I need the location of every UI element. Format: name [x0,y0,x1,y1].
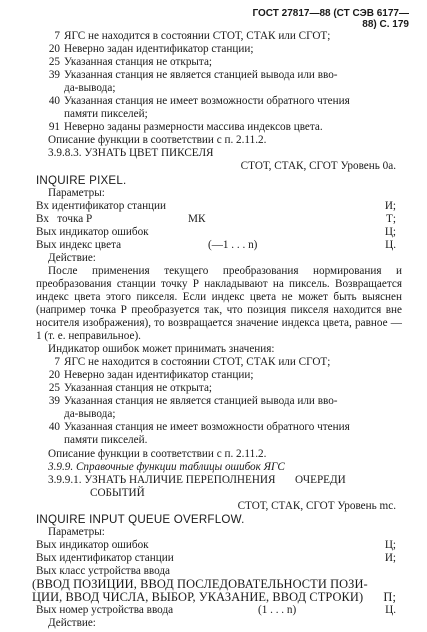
param-row: Вых номер устройства ввода (1 . . . n) Ц. [36,604,396,617]
action-label: Действие: [48,617,96,630]
section-heading: 3.9.8.3. УЗНАТЬ ЦВЕТ ПИКСЕЛЯ [48,147,214,160]
page-header: ГОСТ 27817—88 (СТ СЭВ 6177—88) С. 179 [252,8,409,30]
function-description-ref: Описание функции в соответствии с п. 2.11.2. [48,447,267,460]
list-item: 40 Указанная станция не имеет возможности обратного чтения [48,95,350,108]
param-row: Вых индикатор ошибок Ц; [36,225,396,238]
param-row: Вх точка Р МК Т; [36,212,396,225]
list-item-continuation: памяти пикселей. [64,434,148,447]
action-label: Действие: [48,251,96,264]
error-list-mid [36,356,396,447]
list-item: 91 Неверно заданы размерности массива индексов цвета. [48,121,323,134]
list-item: 20 Неверно задан идентификатор станции; [48,43,254,56]
param-row: Вых индекс цвета (—1 . . . n) Ц. [36,238,396,251]
list-item: 7 ЯГС не находится в состоянии СТОТ, СТАК или СГОТ; [54,356,331,369]
function-name-latin: INQUIRE INPUT QUEUE OVERFLOW. [36,512,245,526]
function-description-ref: Описание функции в соответствии с п. 2.11.2. [48,134,267,147]
param-row: Вых идентификатор станции И; [36,551,396,564]
param-row: Вых индикатор ошибок Ц; [36,538,396,551]
subsection-heading-cont: СОБЫТИЙ [90,486,145,499]
input-class-line: (ВВОД ПОЗИЦИИ, ВВОД ПОСЛЕДОВАТЕЛЬНОСТИ ПОЗИ- [32,576,368,591]
errors-intro: Индикатор ошибок может принимать значения: [48,343,275,356]
params-label: Параметры: [48,525,105,538]
list-item: 39 Указанная станция не является станцией вывода или вво- [48,69,338,82]
section-heading: 3.9.9. Справочные функции таблицы ошибок ЯГС [48,460,285,473]
list-item: 25 Указанная станция не открыта; [48,56,213,69]
list-item-continuation: да-вывода; [64,82,116,95]
list-item: 39 Указанная станция не является станцией вывода или вво- [48,395,338,408]
list-item-continuation: да-вывода; [64,408,116,421]
function-name-latin: INQUIRE PIXEL. [36,173,127,187]
params-list [36,200,396,252]
list-item: 20 Неверно задан идентификатор станции; [48,369,254,382]
subsection-heading: 3.9.9.1. УЗНАТЬ НАЛИЧИЕ ПЕРЕПОЛНЕНИЯ ОЧЕРЕДИ [48,473,346,486]
params-label: Параметры: [48,186,105,199]
params-list [36,539,396,578]
error-list-top [36,30,396,134]
state-level-line: СТОТ, СТАК, СГОТ Уровень 0a. [240,160,396,173]
list-item: 25 Указанная станция не открыта; [48,382,213,395]
input-class-line: ЦИИ, ВВОД ЧИСЛА, ВЫБОР, УКАЗАНИЕ, ВВОД СТРОКИ) П; [32,590,396,605]
list-item: 40 Указанная станция не имеет возможности обратного чтения [48,421,350,434]
state-level-line: СТОТ, СТАК, СГОТ Уровень mc. [237,499,396,512]
action-text: После применения текущего преобразования нормирования и преобразования станции точку Р накладывают на пиксель. Возвращается индекс цвета этого пикселя. Если индекс цвета не может быть выяснен (например точка Р преобразуется так, что позиция пикселя находится вне носителя изображения), то возвращается значение индекса цвета, равное —1 (т. е. неправильное). [36,264,402,343]
list-item-continuation: памяти пикселей; [64,108,148,121]
document-body [32,30,402,630]
param-row: Вых класс устройства ввода [36,564,171,577]
param-row: Вх идентификатор станции И; [36,199,396,212]
list-item: 7 ЯГС не находится в состоянии СТОТ, СТАК или СГОТ; [54,30,331,42]
